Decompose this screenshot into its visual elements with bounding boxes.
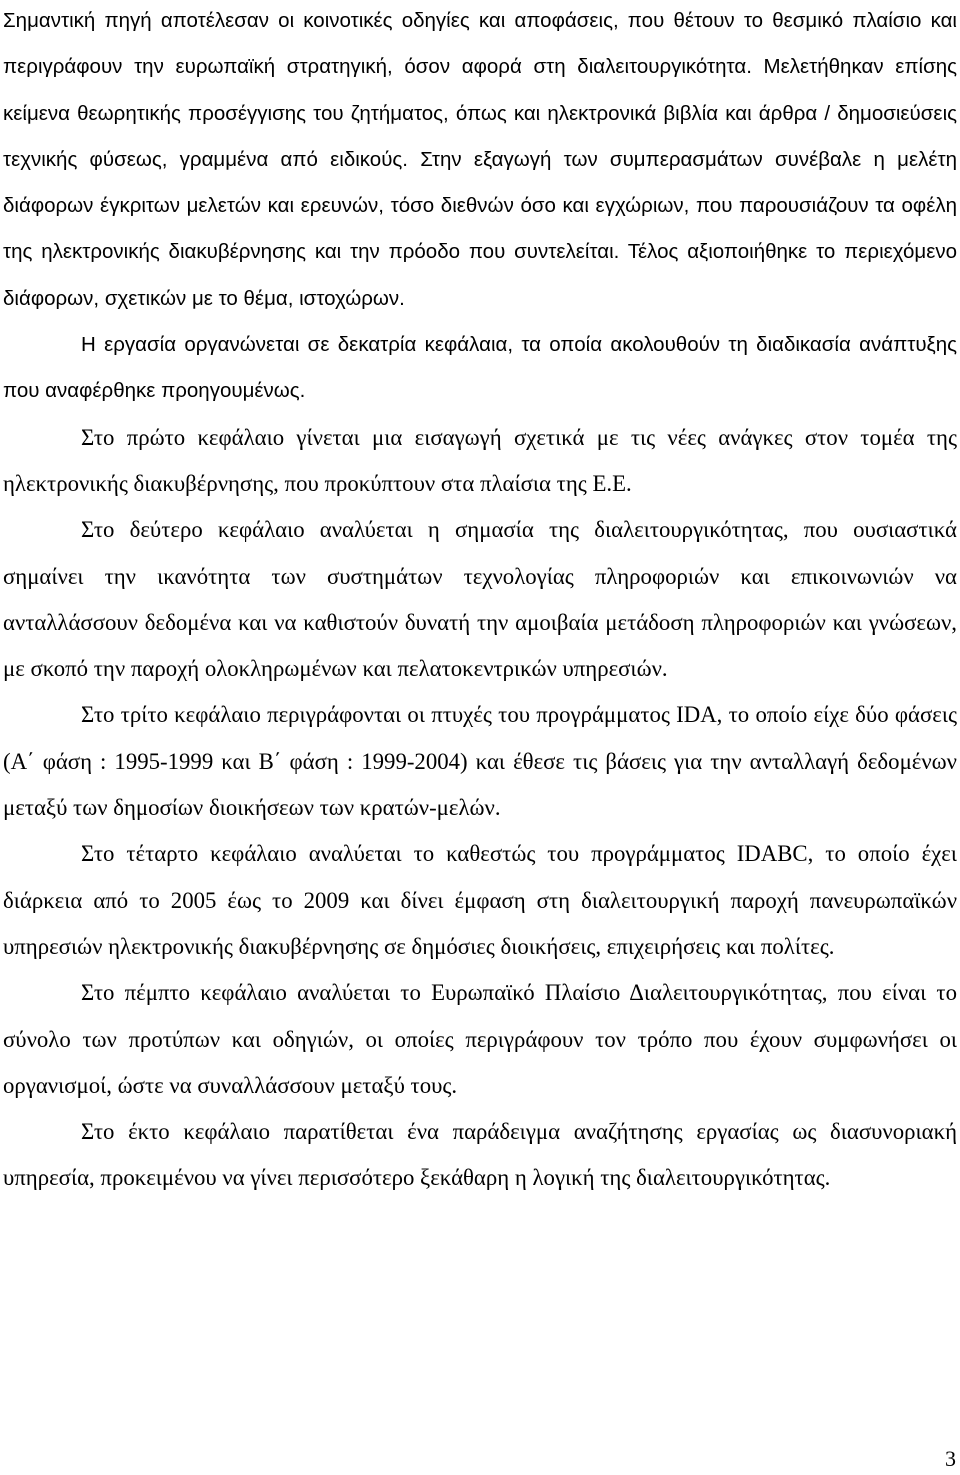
page-number: 3 (945, 1446, 956, 1471)
page-content (3, 0, 957, 1202)
paragraph-sources: Σημαντική πηγή αποτέλεσαν οι κοινοτικές οδηγίες και αποφάσεις, που θέτουν το θεσμικό πλαίσιο και περιγράφουν την ευρωπαϊκή στρατηγική, όσον αφορά στη διαλειτουργικότητα. Μελετήθηκαν επίσης κείμενα θεωρητικής προσέγγισης του ζητήματος, όπως και ηλεκτρονικά βιβλία και άρθρα / δημοσιεύσεις τεχνικής φύσεως, γραμμένα από ειδικούς. Στην εξαγωγή των συμπερασμάτων συνέβαλε η μελέτη διάφορων έγκριτων μελετών και ερευνών, τόσο διεθνών όσο και εγχώριων, που παρουσιάζουν τα οφέλη της ηλεκτρονικής διακυβέρνησης και την πρόοδο που συντελείται. Τέλος αξιοποιήθηκε το περιεχόμενο διάφορων, σχετικών με το θέμα, ιστοχώρων. (3, 9, 957, 310)
paragraph-chapter-4: Στο τέταρτο κεφάλαιο αναλύεται το καθεστώς του προγράμματος IDABC, το οποίο έχει διάρκεια από το 2005 έως το 2009 και δίνει έμφαση στη διαλειτουργική παροχή πανευρωπαϊκών υπηρεσιών ηλεκτρονικής διακυβέρνησης σε δημόσιες διοικήσεις, επιχειρήσεις και πολίτες. (3, 841, 957, 959)
paragraph-chapter-3: Στο τρίτο κεφάλαιο περιγράφονται οι πτυχές του προγράμματος IDA, το οποίο είχε δύο φάσεις (Α΄ φάση : 1995-1999 και Β΄ φάση : 1999-2004) και έθεσε τις βάσεις για την ανταλλαγή δεδομένων μεταξύ των δημοσίων διοικήσεων των κρατών-μελών. (3, 702, 957, 821)
paragraph-chapter-5: Στο πέμπτο κεφάλαιο αναλύεται το Ευρωπαϊκό Πλαίσιο Διαλειτουργικότητας, που είναι το σύνολο των προτύπων και οδηγιών, οι οποίες περιγράφουν τον τρόπο που έχουν συμφωνήσει οι οργανισμοί, ώστε να συναλλάσσουν μεταξύ τους. (3, 980, 957, 1098)
paragraph-chapter-2: Στο δεύτερο κεφάλαιο αναλύεται η σημασία της διαλειτουργικότητας, που ουσιαστικά σημαίνει την ικανότητα των συστημάτων τεχνολογίας πληροφοριών και επικοινωνιών να ανταλλάσσουν δεδομένα και να καθιστούν δυνατή την αμοιβαία μετάδοση πληροφοριών και γνώσεων, με σκοπό την παροχή ολοκληρωμένων και πελατοκεντρικών υπηρεσιών. (3, 517, 957, 682)
paragraph-chapter-1: Στο πρώτο κεφάλαιο γίνεται μια εισαγωγή σχετικά με τις νέες ανάγκες στον τομέα της ηλεκτρονικής διακυβέρνησης, που προκύπτουν στα πλαίσια της Ε.Ε. (3, 424, 957, 496)
paragraph-chapter-6: Στο έκτο κεφάλαιο παρατίθεται ένα παράδειγμα αναζήτησης εργασίας ως διασυνοριακή υπηρεσία, προκειμένου να γίνει περισσότερο ξεκάθαρη η λογική της διαλειτουργικότητας. (3, 1119, 957, 1191)
paragraph-structure: Η εργασία οργανώνεται σε δεκατρία κεφάλαια, τα οποία ακολουθούν τη διαδικασία ανάπτυξης που αναφέρθηκε προηγουμένως. (3, 333, 957, 403)
